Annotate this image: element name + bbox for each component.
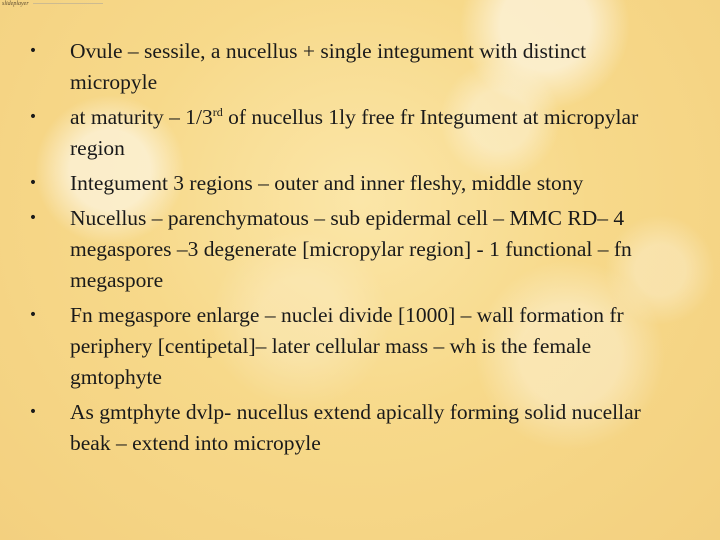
bullet-icon: • xyxy=(28,404,38,420)
bullet-text xyxy=(70,105,638,160)
bullet-list xyxy=(26,36,676,463)
bullet-icon: • xyxy=(28,307,38,323)
brand-text: slideplayer xyxy=(2,1,29,7)
bullet-icon: • xyxy=(28,43,38,59)
bullet-item xyxy=(26,102,676,164)
bullet-text: As gmtphyte dvlp- nucellus extend apically forming solid nucellar beak – extend into micropyle xyxy=(70,400,641,455)
bullet-text: Ovule – sessile, a nucellus + single integument with distinct micropyle xyxy=(70,39,587,94)
bullet-icon: • xyxy=(28,109,38,125)
bullet-item xyxy=(26,203,676,296)
bullet-icon: • xyxy=(28,175,38,191)
bullet-item xyxy=(26,397,676,459)
bullet-text-part: of nucellus 1ly free fr Integument at micropylar region xyxy=(70,105,639,160)
bullet-item xyxy=(26,36,676,98)
brand-rule xyxy=(33,3,103,4)
bullet-item xyxy=(26,300,676,393)
bullet-icon: • xyxy=(28,210,38,226)
bullet-text: Integument 3 regions – outer and inner fleshy, middle stony xyxy=(70,171,584,195)
bullet-item xyxy=(26,168,676,199)
bullet-text: Nucellus – parenchymatous – sub epidermal cell – MMC RD– 4 megaspores –3 degenerate [micropylar region] - 1 functional – fn megaspore xyxy=(70,206,632,292)
bullet-text-part: at maturity – 1/3 xyxy=(70,105,213,129)
bullet-text: Fn megaspore enlarge – nuclei divide [1000] – wall formation fr periphery [centipetal]– later cellular mass – wh is the female gmtophyte xyxy=(70,303,624,389)
superscript: rd xyxy=(212,104,223,119)
brand-watermark xyxy=(2,1,103,7)
